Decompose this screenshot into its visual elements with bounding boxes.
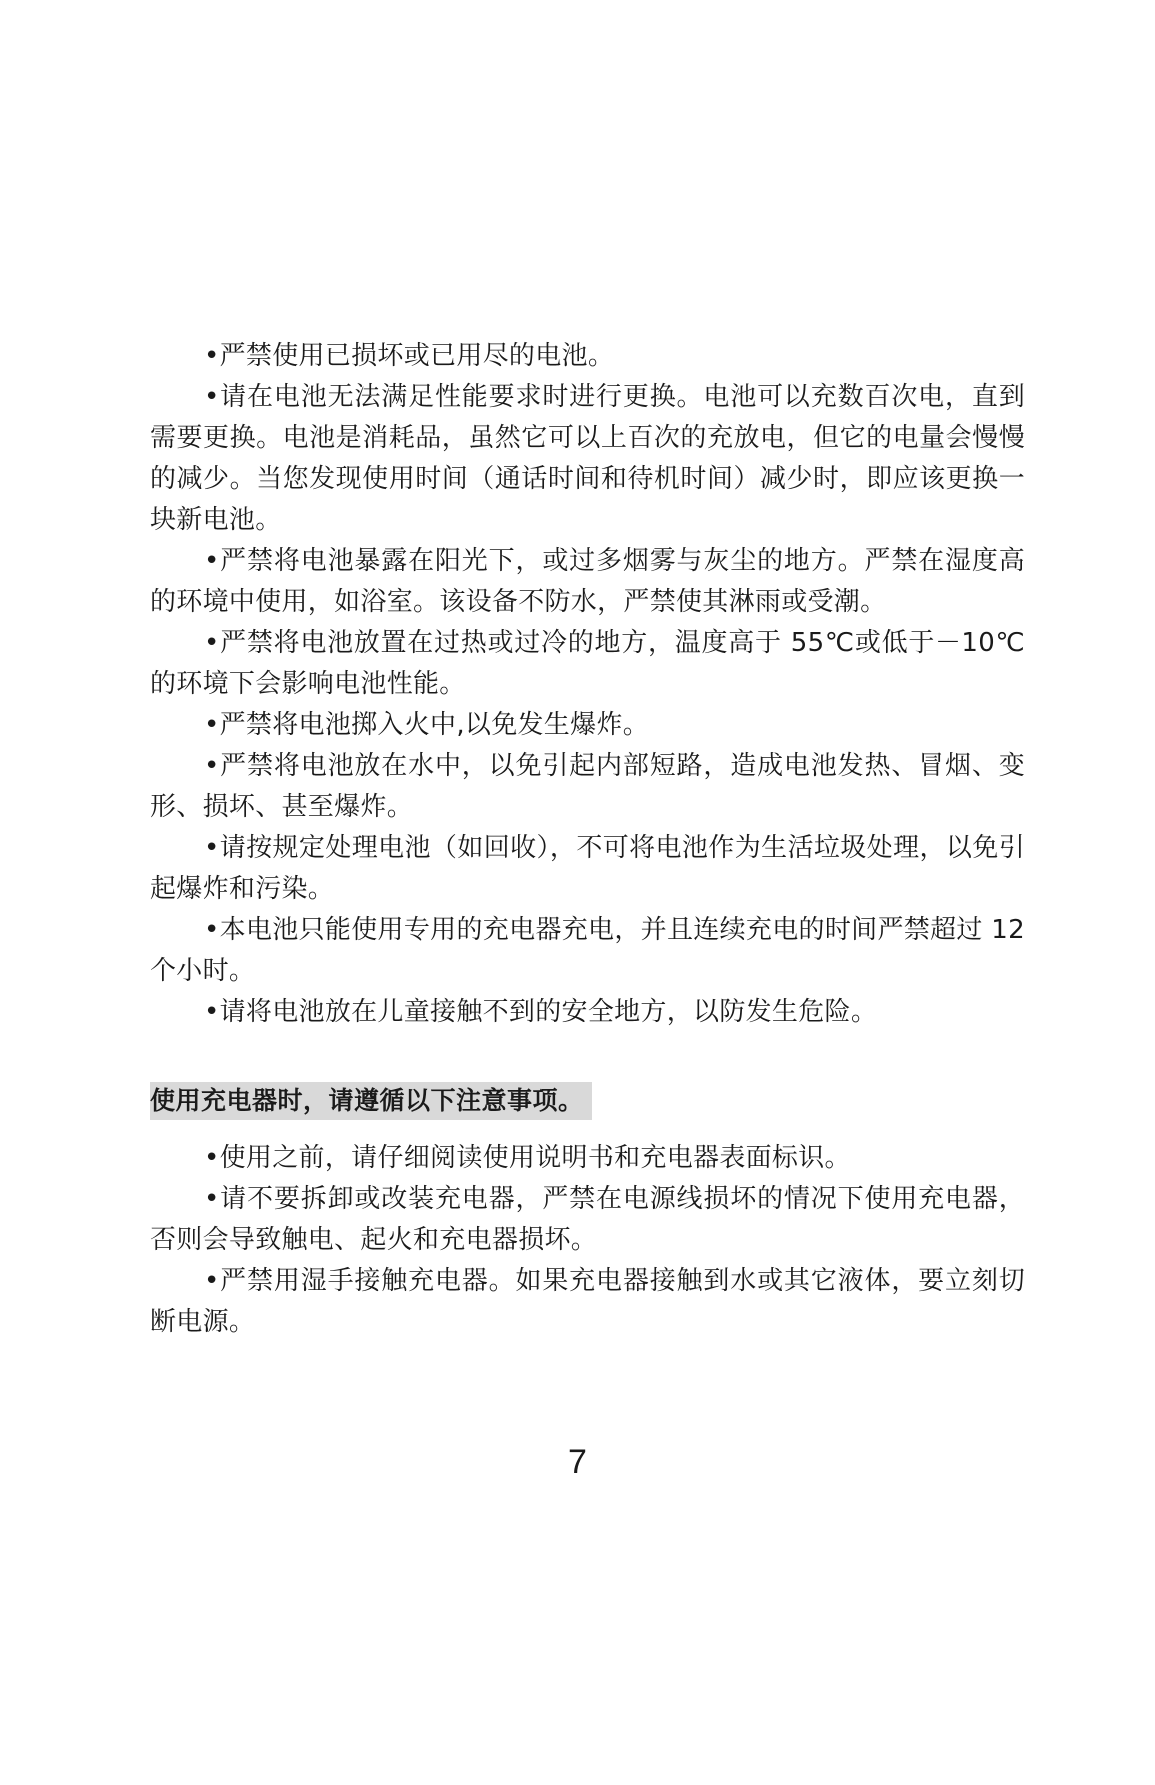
- battery-warning-9: •请将电池放在儿童接触不到的安全地方，以防发生危险。: [204, 997, 878, 1027]
- battery-warning-6: •严禁将电池放在水中，以免引起内部短路，造成电池发热、冒烟、变形、损坏、甚至爆炸。: [150, 751, 1025, 822]
- battery-warning-3: •严禁将电池暴露在阳光下，或过多烟雾与灰尘的地方。严禁在湿度高的环境中使用，如浴室。该设备不防水，严禁使其淋雨或受潮。: [150, 546, 1025, 617]
- charger-note-2: •请不要拆卸或改装充电器，严禁在电源线损坏的情况下使用充电器，否则会导致触电、起火和充电器损坏。: [150, 1184, 1025, 1255]
- battery-warning-4: •严禁将电池放置在过热或过冷的地方，温度高于 55℃或低于－10℃的环境下会影响电池性能。: [150, 628, 1025, 699]
- battery-warning-7: •请按规定处理电池（如回收），不可将电池作为生活垃圾处理，以免引起爆炸和污染。: [150, 833, 1025, 904]
- section-heading-charger: 使用充电器时，请遵循以下注意事项。: [150, 1082, 592, 1120]
- page-number: 7: [568, 1443, 587, 1481]
- page-body: [150, 336, 1025, 1343]
- charger-note-3: •严禁用湿手接触充电器。如果充电器接触到水或其它液体，要立刻切断电源。: [150, 1266, 1025, 1337]
- battery-warning-1: •严禁使用已损坏或已用尽的电池。: [204, 341, 615, 371]
- charger-note-1: •使用之前，请仔细阅读使用说明书和充电器表面标识。: [204, 1143, 851, 1173]
- battery-warning-2: •请在电池无法满足性能要求时进行更换。电池可以充数百次电，直到需要更换。电池是消耗品，虽然它可以上百次的充放电，但它的电量会慢慢的减少。当您发现使用时间（通话时间和待机时间）减少时，即应该更换一块新电池。: [150, 382, 1025, 535]
- charger-section: [150, 1033, 1025, 1343]
- battery-warning-8: •本电池只能使用专用的充电器充电，并且连续充电的时间严禁超过 12 个小时。: [150, 915, 1025, 986]
- battery-warning-5: •严禁将电池掷入火中,以免发生爆炸。: [204, 710, 650, 740]
